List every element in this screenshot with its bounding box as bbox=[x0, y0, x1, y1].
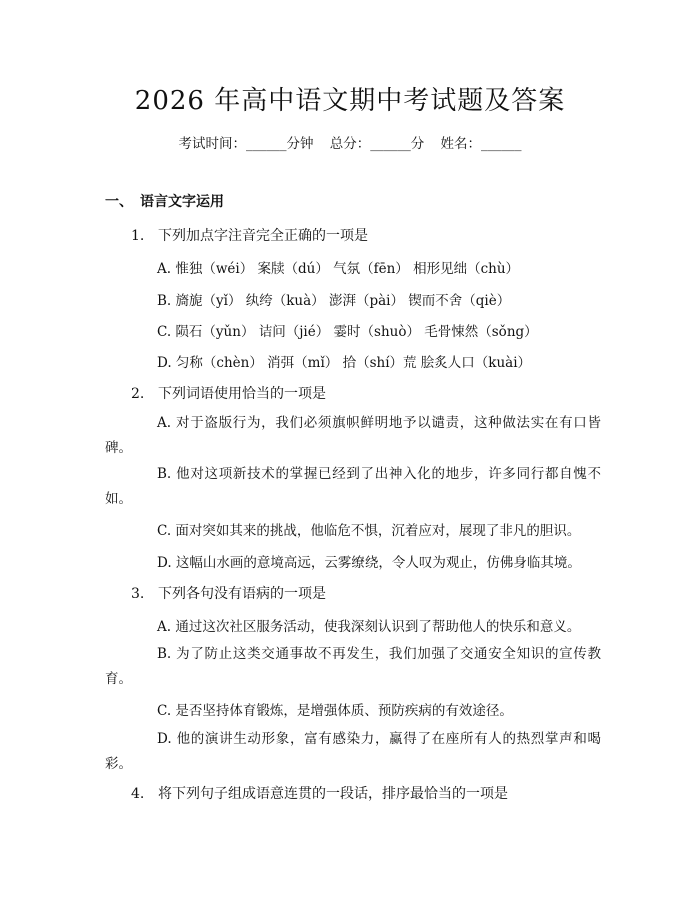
question-text: 将下列句子组成语意连贯的一段话，排序最恰当的一项是 bbox=[158, 786, 508, 802]
question-number: 3. bbox=[131, 586, 145, 602]
option-c: C. 是否坚持体育锻炼，是增强体质、预防疾病的有效途径。 bbox=[157, 703, 513, 719]
exam-title: 2026 年高中语文期中考试题及答案 bbox=[134, 86, 566, 116]
exam-info-line bbox=[0, 132, 700, 152]
option-b: B. 旖旎（yǐ） 纨绔（kuà） 澎湃（pài） 锲而不舍（qiè） bbox=[157, 293, 511, 309]
student-name-field: 姓名：______ bbox=[440, 136, 522, 152]
option-c: C. 面对突如其来的挑战，他临危不惧，沉着应对，展现了非凡的胆识。 bbox=[157, 523, 581, 539]
option-c: C. 陨石（yǔn） 诘问（jié） 霎时（shuò） 毛骨悚然（sǒng） bbox=[157, 324, 538, 340]
question-text: 下列各句没有语病的一项是 bbox=[158, 586, 326, 602]
option-a: A. 惟独（wéi） 案牍（dú） 气氛（fēn） 相形见绌（chù） bbox=[157, 261, 520, 277]
question-number: 4. bbox=[131, 786, 145, 802]
question-2 bbox=[131, 383, 326, 403]
total-score-field: 总分：______分 bbox=[329, 136, 425, 152]
question-4 bbox=[131, 783, 508, 803]
option-d: D. 他的演讲生动形象，富有感染力，赢得了在座所有人的热烈掌声和喝彩。 bbox=[105, 731, 601, 772]
option-b: B. 他对这项新技术的掌握已经到了出神入化的地步，许多同行都自愧不如。 bbox=[105, 466, 601, 507]
option-b: B. 为了防止这类交通事故不再发生，我们加强了交通安全知识的宣传教育。 bbox=[105, 646, 601, 687]
question-text: 下列加点字注音完全正确的一项是 bbox=[158, 228, 368, 244]
option-a: A. 对于盗版行为，我们必须旗帜鲜明地予以谴责，这种做法实在有口皆碑。 bbox=[105, 415, 601, 456]
option-d: D. 这幅山水画的意境高远，云雾缭绕，令人叹为观止，仿佛身临其境。 bbox=[157, 555, 581, 571]
section-heading: 一、 语言文字运用 bbox=[105, 194, 224, 210]
question-1 bbox=[131, 225, 368, 245]
question-number: 1. bbox=[131, 228, 145, 244]
question-number: 2. bbox=[131, 386, 145, 402]
option-d: D. 匀称（chèn） 消弭（mǐ） 拾（shí）荒 脍炙人口（kuài） bbox=[157, 355, 532, 371]
exam-time-field: 考试时间：______分钟 bbox=[178, 136, 314, 152]
question-text: 下列词语使用恰当的一项是 bbox=[158, 386, 326, 402]
question-3 bbox=[131, 583, 326, 603]
option-a: A. 通过这次社区服务活动，使我深刻认识到了帮助他人的快乐和意义。 bbox=[157, 619, 581, 635]
